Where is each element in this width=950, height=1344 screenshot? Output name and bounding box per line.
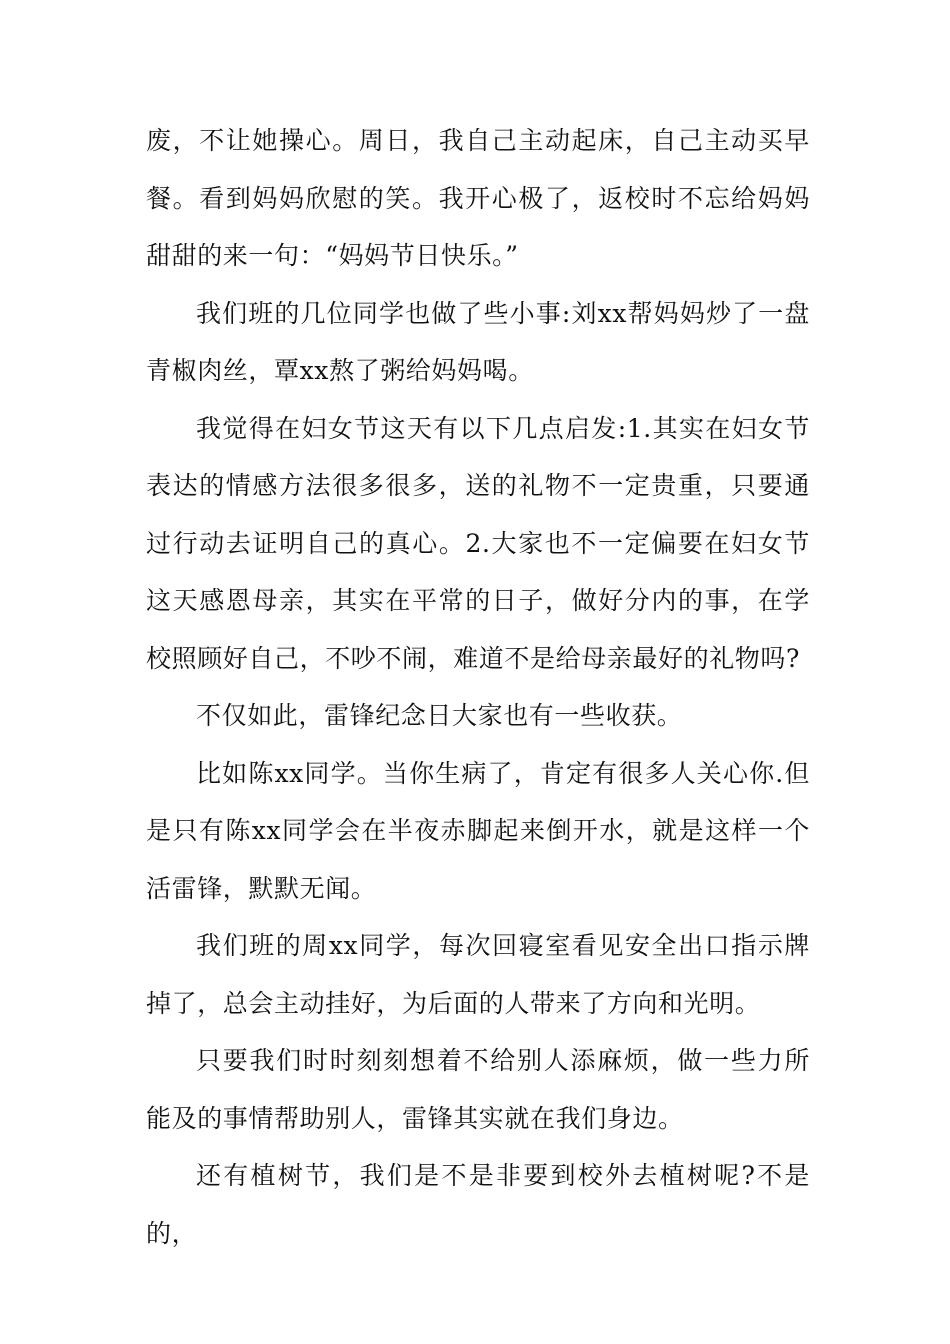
paragraph: 比如陈xx同学。当你生病了，肯定有很多人关心你.但是只有陈xx同学会在半夜赤脚起来倒开水，就是这样一个活雷锋，默默无闻。	[146, 758, 810, 903]
document-body	[146, 112, 810, 1262]
paragraph: 还有植树节，我们是不是非要到校外去植树呢?不是的，	[146, 1161, 810, 1248]
paragraph-continued: 废，不让她操心。周日，我自己主动起床，自己主动买早餐。看到妈妈欣慰的笑。我开心极了，返校时不忘给妈妈甜甜的来一句：“妈妈节日快乐。”	[146, 126, 810, 270]
paragraph: 我们班的几位同学也做了些小事:刘xx帮妈妈炒了一盘青椒肉丝，覃xx熬了粥给妈妈喝。	[146, 298, 810, 385]
paragraph: 我觉得在妇女节这天有以下几点启发:1.其实在妇女节表达的情感方法很多很多，送的礼物不一定贵重，只要通过行动去证明自己的真心。2.大家也不一定偏要在妇女节这天感恩母亲，其实在平常的日子，做好分内的事，在学校照顾好自己，不吵不闹，难道不是给母亲最好的礼物吗?	[146, 413, 810, 673]
paragraph: 不仅如此，雷锋纪念日大家也有一些收获。	[196, 701, 683, 730]
paragraph: 只要我们时时刻刻想着不给别人添麻烦，做一些力所能及的事情帮助别人，雷锋其实就在我们身边。	[146, 1046, 810, 1133]
paragraph: 我们班的周xx同学，每次回寝室看见安全出口指示牌掉了，总会主动挂好，为后面的人带来了方向和光明。	[146, 931, 810, 1018]
